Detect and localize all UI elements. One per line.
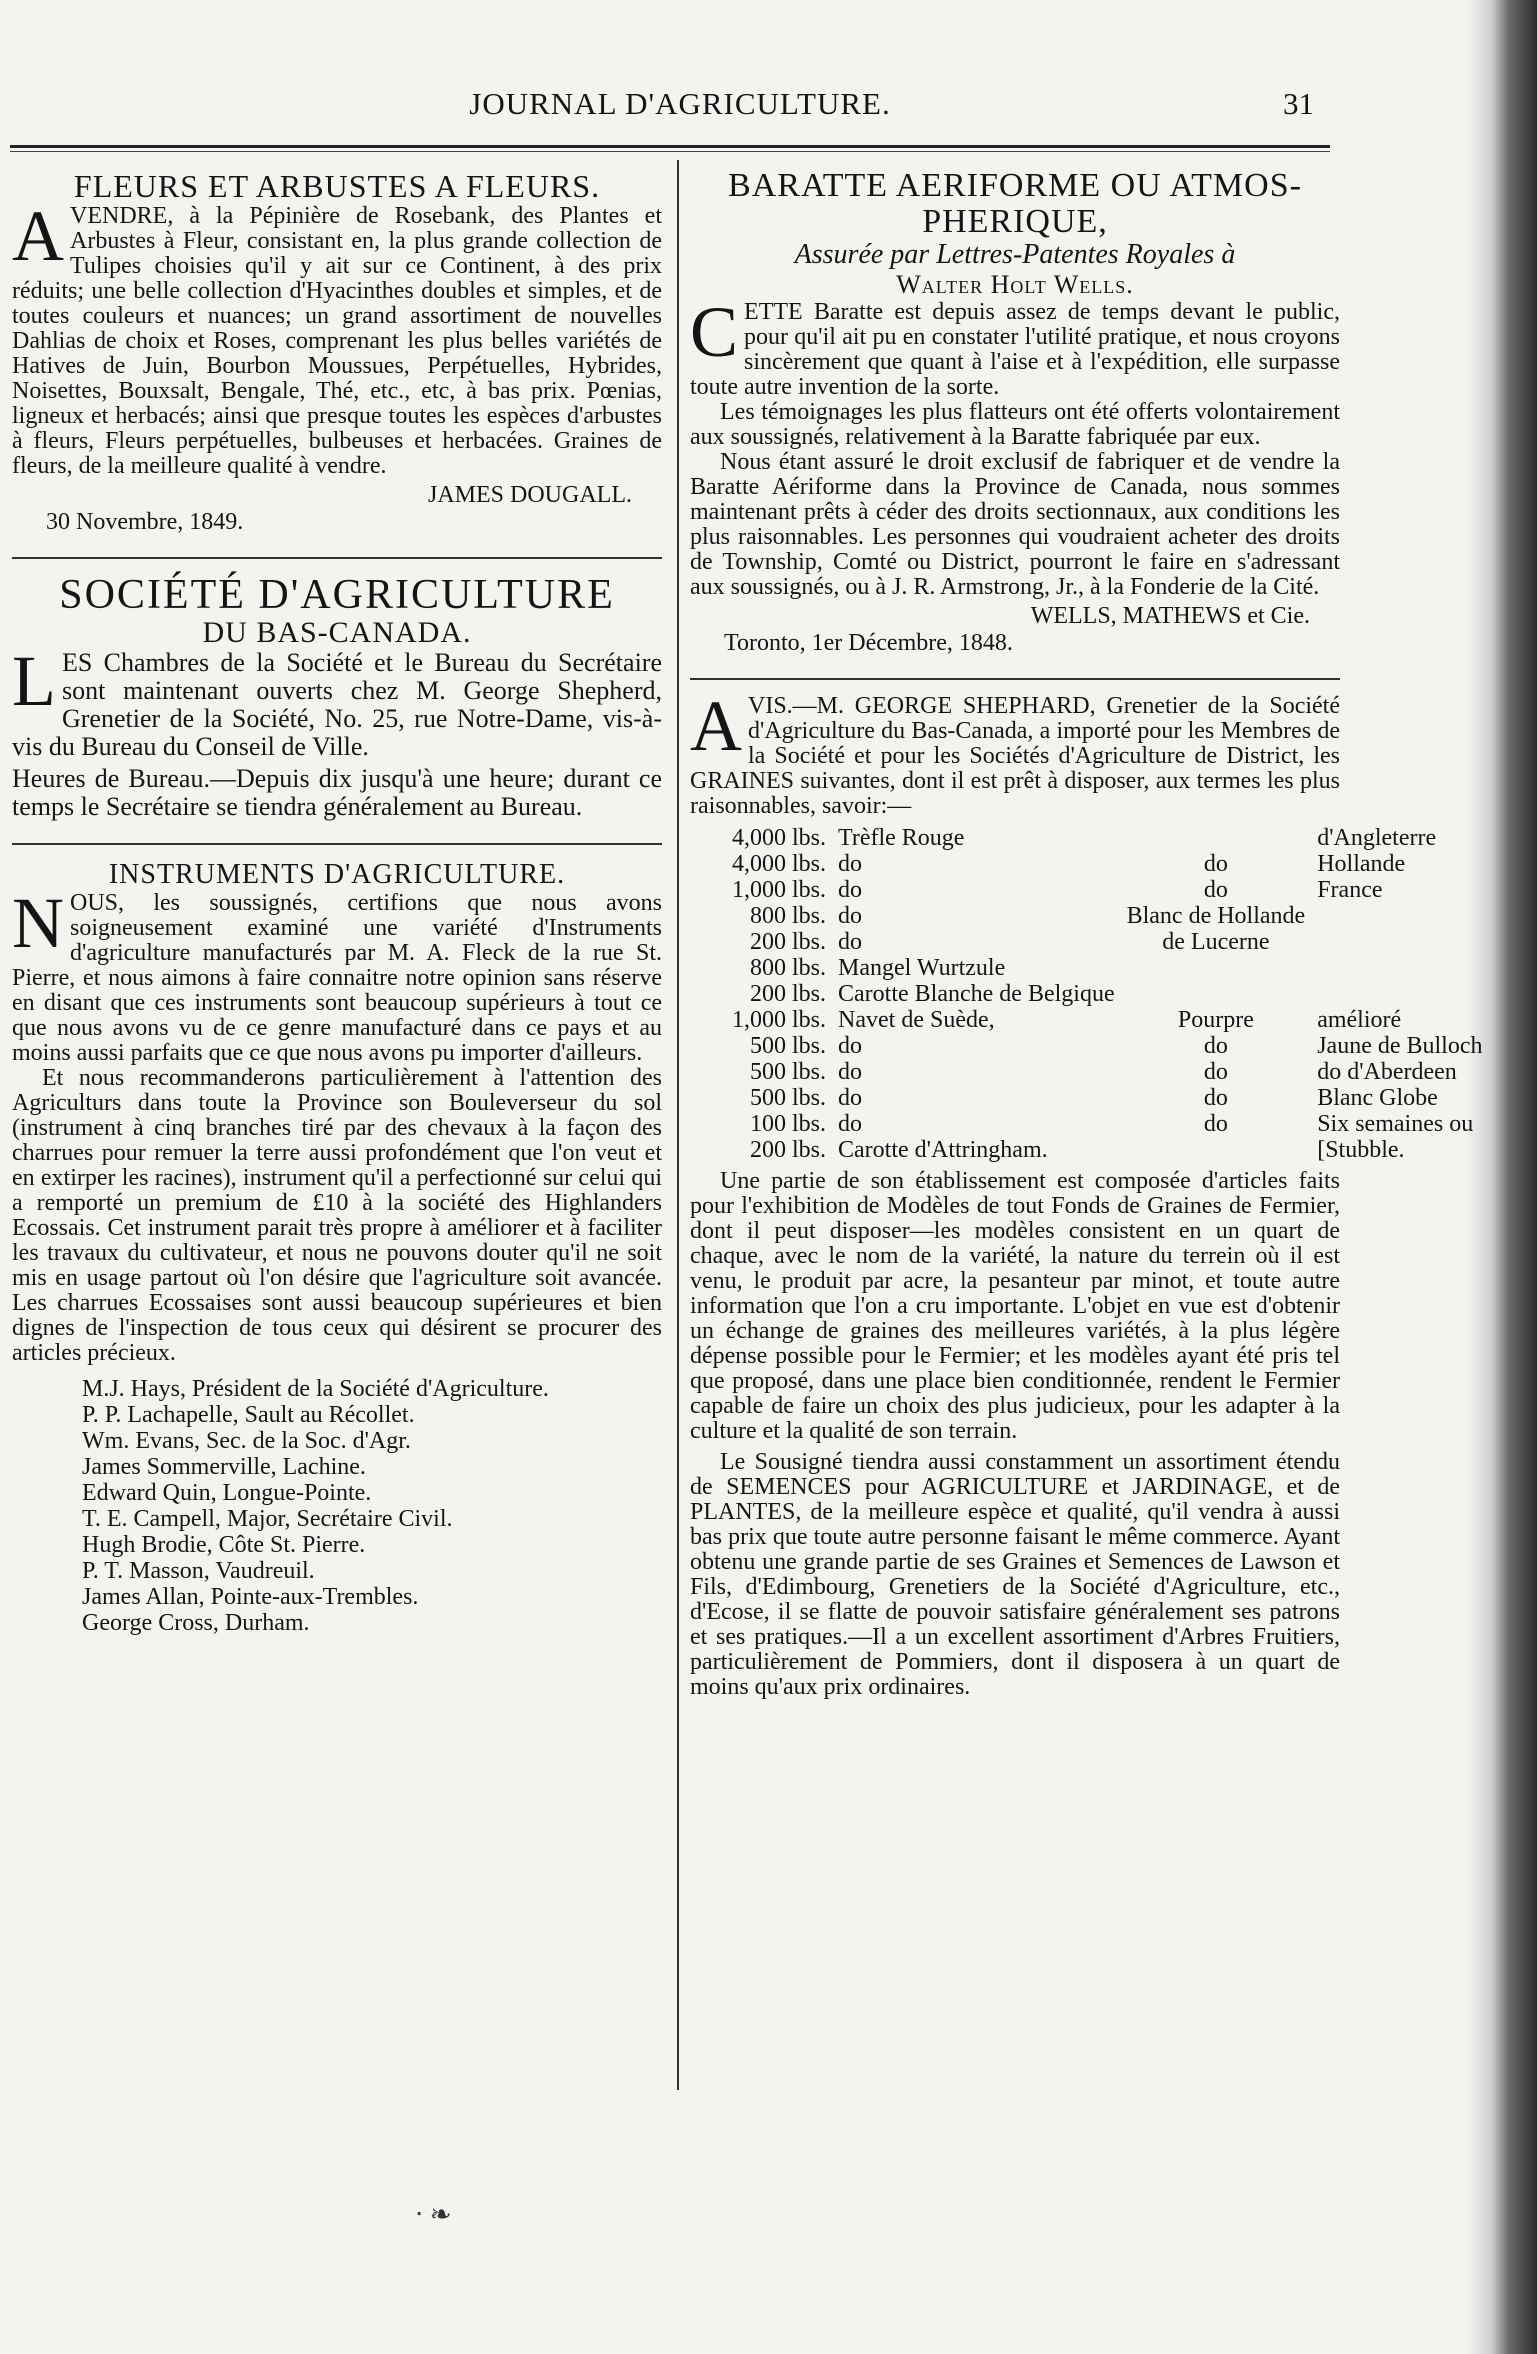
avis-article — [690, 686, 1483, 1700]
grain-cell-c4: [Stubble. — [1317, 1137, 1405, 1163]
grain-row — [726, 851, 1489, 877]
grain-cell-c2: Trèfle Rouge — [838, 825, 965, 851]
grain-cell-c4: Six semaines ou — [1317, 1111, 1474, 1137]
grain-cell-c3: do — [1203, 877, 1228, 903]
instruments-para2: Et nous recommanderons particulièrement à l'attention des Agriculturs dans toute la Province son Bouleverseur du sol (instrument à cinq branches tiré par des chevaux à la façon des charrues pour remuer la terre aussi profondément que l'on veut et en extirper les racines), instrument qu'il a perfectionné sur celui qui a remporté un premium de £10 à la société des Highlanders Ecossais. Cet instrument parait très propre à améliorer et à faciliter les travaux du cultivateur, et nous ne pouvons douter qu'il ne soit mis en usage partout où l'on désire que l'agriculture soit avancée. Les charrues Ecossaises sont aussi beaucoup supérieures et bien dignes de l'inspection de tous ceux qui désirent se procurer des articles précieux. — [12, 1065, 662, 1366]
grain-cell-c3: do — [1203, 1085, 1228, 1111]
grain-cell-c2: do — [838, 877, 863, 903]
grain-cell-qty: 1,000 lbs. — [732, 877, 827, 903]
signatory-list — [12, 1376, 662, 1636]
grain-cell-c4 — [1311, 903, 1488, 929]
signatory: Edward Quin, Longue-Pointe. — [82, 1480, 372, 1506]
fleurs-body: AVENDRE, à la Pépinière de Rosebank, des Plantes et Arbustes à Fleur, consistant en, la plus grande collection de Tulipes choisies qu'il y ait sur ce Continent, à des prix réduits; une belle collection d'Hyacinthes doubles et simples, et de toutes couleurs et nuances; un grand assortiment de nouvelles Dahlias de choix et Roses, comprenant les plus belles variétés de Hatives de Juin, Bourbon Moussues, Perpétuelles, Hybrides, Noisettes, Bouxsalt, Bengale, Thé, etc., etc, à bas prix. Pœnias, ligneux et herbacés; ainsi que presque toutes les espèces d'arbustes à fleurs, Fleurs perpétuelles, bulbeuses et herbacées. Graines de fleurs, de la meilleure qualité à vendre. — [12, 196, 662, 479]
baratte-para1: CETTE Baratte est depuis assez de temps devant le public, pour qu'il ait pu en constater l'utilité pratique, et nous croyons sincèrement que quant à l'aise et à l'expédition, elle surpasse toute autre invention de la sorte. — [690, 292, 1340, 400]
fleurs-date: 30 Novembre, 1849. — [46, 509, 244, 535]
grain-row — [726, 1111, 1489, 1137]
grain-table — [726, 825, 1489, 1163]
grain-cell-qty: 4,000 lbs. — [732, 851, 827, 877]
grain-cell-c3: Pourpre — [1177, 1007, 1254, 1033]
baratte-para2: Les témoignages les plus flatteurs ont été offerts volontairement aux soussignés, relativement à la Baratte fabriquée par eux. — [690, 399, 1340, 450]
section-rule — [12, 557, 662, 559]
grain-cell-c2: Mangel Wurtzule — [838, 955, 1006, 981]
grain-cell-c3 — [1121, 1137, 1312, 1163]
grain-cell-c3 — [1121, 981, 1312, 1007]
signatory: P. T. Masson, Vaudreuil. — [82, 1558, 315, 1584]
grain-cell-c3 — [1121, 955, 1312, 981]
grain-cell-c4 — [1311, 955, 1488, 981]
grain-cell-c3: Blanc de Hollande — [1126, 903, 1306, 929]
grain-cell-qty: 500 lbs. — [750, 1085, 827, 1111]
grain-cell-c4: do d'Aberdeen — [1317, 1059, 1457, 1085]
grain-cell-c3 — [1121, 825, 1312, 851]
grain-cell-c4: amélioré — [1317, 1007, 1402, 1033]
avis-para2: Une partie de son établissement est composée d'articles faits pour l'exhibition de Modèles de tout Fonds de Graines de Fermier, dont il peut disposer—les modèles consistent en un quart de chaque, avec le nom de la variété, la nature du terrein où il est venu, le produit par acre, la pesanteur par minot, et toute autre information que l'on a cru importante. L'objet en vue est d'obtenir un échange de graines des meilleures variétés, à la plus légère dépense possible pour le Fermier; et les modèles ayant été pris tel que proposé, dans une place bien conditionnée, rendent le Fermier capable de faire un choix des plus judicieux, pour les adapter à la culture et la qualité de son terrain. — [690, 1168, 1340, 1444]
grain-cell-c3: do — [1203, 1033, 1228, 1059]
grain-cell-c2: Carotte Blanche de Belgique — [838, 981, 1115, 1007]
grain-cell-c3: do — [1203, 1111, 1228, 1137]
grain-cell-c2: Navet de Suède, — [838, 1007, 995, 1033]
section-rule — [12, 843, 662, 845]
baratte-article — [690, 168, 1340, 656]
grain-row — [726, 929, 1489, 955]
grain-cell-c4 — [1311, 981, 1488, 1007]
grain-cell-qty: 800 lbs. — [750, 903, 827, 929]
grain-cell-c3: do — [1203, 1059, 1228, 1085]
grain-cell-c2: do — [838, 1059, 863, 1085]
grain-cell-qty: 200 lbs. — [750, 1137, 827, 1163]
fleurs-article — [12, 168, 662, 535]
header-rule-thin — [10, 151, 1330, 152]
grain-row — [726, 877, 1489, 903]
grain-cell-c4: d'Angleterre — [1317, 825, 1437, 851]
grain-cell-c2: do — [838, 851, 863, 877]
grain-cell-qty: 100 lbs. — [750, 1111, 827, 1137]
avis-intro: AVIS.—M. GEORGE SHEPHARD, Grenetier de la Société d'Agriculture du Bas-Canada, a importé pour les Membres de la Société et pour les Sociétés d'Agriculture de District, les GRAINES suivantes, dont il est prêt à disposer, aux termes les plus raisonnables, savoir:— — [690, 686, 1340, 819]
grain-cell-qty: 800 lbs. — [750, 955, 827, 981]
signatory: M.J. Hays, Président de la Société d'Agriculture. — [82, 1376, 549, 1402]
page-edge-shadow — [1467, 0, 1537, 2354]
column-divider — [677, 160, 679, 2090]
signatory: George Cross, Durham. — [82, 1610, 310, 1636]
running-title: JOURNAL D'AGRICULTURE. — [469, 86, 891, 121]
grain-row — [726, 1033, 1489, 1059]
ink-smudge: ‧ ❧ — [415, 2200, 452, 2229]
grain-cell-qty: 200 lbs. — [750, 981, 827, 1007]
grain-row — [726, 1007, 1489, 1033]
grain-row — [726, 903, 1489, 929]
grain-row — [726, 981, 1489, 1007]
societe-title: SOCIÉTÉ D'AGRICULTURE — [59, 572, 615, 618]
grain-cell-c2: do — [838, 1085, 863, 1111]
fleurs-title: FLEURS ET ARBUSTES A FLEURS. — [73, 168, 601, 204]
grain-cell-c4: Jaune de Bulloch — [1317, 1033, 1483, 1059]
baratte-para3: Nous étant assuré le droit exclusif de fabriquer et de vendre la Baratte Aériforme dans la Province de Canada, nous sommes maintenant prêts à céder des droits sectionnaux, aux conditions les plus raisonnables. Les personnes qui voudraient acheter des droits de Township, Comté ou District, pourront le faire en s'adressant aux soussignés, ou à J. R. Armstrong, Jr., à la Fonderie de la Cité. — [690, 449, 1340, 600]
grain-row — [726, 1085, 1489, 1111]
instruments-title: INSTRUMENTS D'AGRICULTURE. — [108, 859, 566, 890]
baratte-signature: WELLS, MATHEWS et Cie. — [1030, 603, 1310, 629]
grain-row — [726, 825, 1489, 851]
page-number: 31 — [1283, 86, 1314, 121]
grain-cell-qty: 500 lbs. — [750, 1033, 827, 1059]
grain-cell-c3: do — [1203, 851, 1228, 877]
grain-cell-c2: do — [838, 903, 863, 929]
societe-body: LES Chambres de la Société et le Bureau du Secrétaire sont maintenant ouverts chez M. George Shepherd, Grenetier de la Société, No. 25, rue Notre-Dame, vis-à-vis du Bureau du Conseil de Ville. — [12, 641, 662, 761]
grain-cell-c2: do — [838, 1111, 863, 1137]
signatory: Wm. Evans, Sec. de la Soc. d'Agr. — [82, 1428, 411, 1454]
fleurs-signature: JAMES DOUGALL. — [428, 482, 632, 508]
societe-article — [12, 573, 662, 821]
grain-cell-c4: France — [1317, 877, 1383, 903]
signatory: James Allan, Pointe-aux-Trembles. — [82, 1584, 419, 1610]
grain-cell-c3: de Lucerne — [1162, 929, 1270, 955]
societe-hours: Heures de Bureau.—Depuis dix jusqu'à une heure; durant ce temps le Secrétaire se tiendra généralement au Bureau. — [12, 764, 662, 821]
baratte-subtitle: Assurée par Lettres-Patentes Royales à — [794, 239, 1236, 270]
grain-cell-qty: 200 lbs. — [750, 929, 827, 955]
grain-cell-qty: 500 lbs. — [750, 1059, 827, 1085]
left-column — [12, 168, 662, 1636]
instruments-article — [12, 859, 662, 1636]
grain-row — [726, 955, 1489, 981]
right-column — [690, 167, 1483, 1700]
societe-subtitle: DU BAS-CANADA. — [202, 616, 472, 649]
page-header — [0, 86, 1340, 138]
grain-cell-c2: Carotte d'Attringham. — [838, 1137, 1048, 1163]
grain-cell-c4: Hollande — [1317, 851, 1406, 877]
grain-cell-c2: do — [838, 929, 863, 955]
signatory: T. E. Campell, Major, Secrétaire Civil. — [82, 1506, 453, 1532]
signatory: Hugh Brodie, Côte St. Pierre. — [82, 1532, 366, 1558]
header-rule — [10, 145, 1330, 148]
grain-cell-qty: 4,000 lbs. — [732, 825, 827, 851]
instruments-para1: NOUS, les soussignés, certifions que nous avons soigneusement examiné une variété d'Instruments d'agriculture manufacturés par M. A. Fleck de la rue St. Pierre, et nous aimons à faire connaitre notre opinion sans réserve en disant que ces instruments sont beaucoup supérieurs à tout ce que nous avons vu de ce genre manufacturé dans ce pays et au moins aussi parfaits que ce que nous avons pu importer d'ailleurs. — [12, 883, 662, 1066]
baratte-patentee: Walter Holt Wells. — [896, 270, 1134, 299]
signatory: P. P. Lachapelle, Sault au Récollet. — [82, 1402, 415, 1428]
grain-row — [726, 1137, 1489, 1163]
avis-para3: Le Sousigné tiendra aussi constamment un assortiment étendu de SEMENCES pour AGRICULTURE et JARDINAGE, et de PLANTES, de la meilleure espèce et qualité, qu'il vendra à aussi bas prix que toute autre personne faisant le même commerce. Ayant obtenu une grande partie de ses Graines et Semences de Lawson et Fils, d'Edimbourg, Grenetiers de la Société d'Agriculture, etc., d'Ecose, il se flatte de pouvoir satisfaire généralement ses patrons et ses pratiques.—Il a un excellent assortiment d'Arbres Fruitiers, particulièrement de Pommiers, dont il disposera à un quart de moins qu'aux prix ordinaires. — [690, 1449, 1340, 1700]
grain-cell-c2: do — [838, 1033, 863, 1059]
baratte-title-line1: BARATTE AERIFORME OU ATMOS- — [728, 167, 1302, 204]
grain-cell-c4: Blanc Globe — [1317, 1085, 1438, 1111]
grain-cell-qty: 1,000 lbs. — [732, 1007, 827, 1033]
section-rule — [690, 678, 1340, 680]
grain-row — [726, 1059, 1489, 1085]
baratte-title-line2: PHERIQUE, — [922, 203, 1108, 240]
baratte-date: Toronto, 1er Décembre, 1848. — [724, 630, 1013, 656]
signatory: James Sommerville, Lachine. — [82, 1454, 366, 1480]
grain-cell-c4 — [1311, 929, 1488, 955]
